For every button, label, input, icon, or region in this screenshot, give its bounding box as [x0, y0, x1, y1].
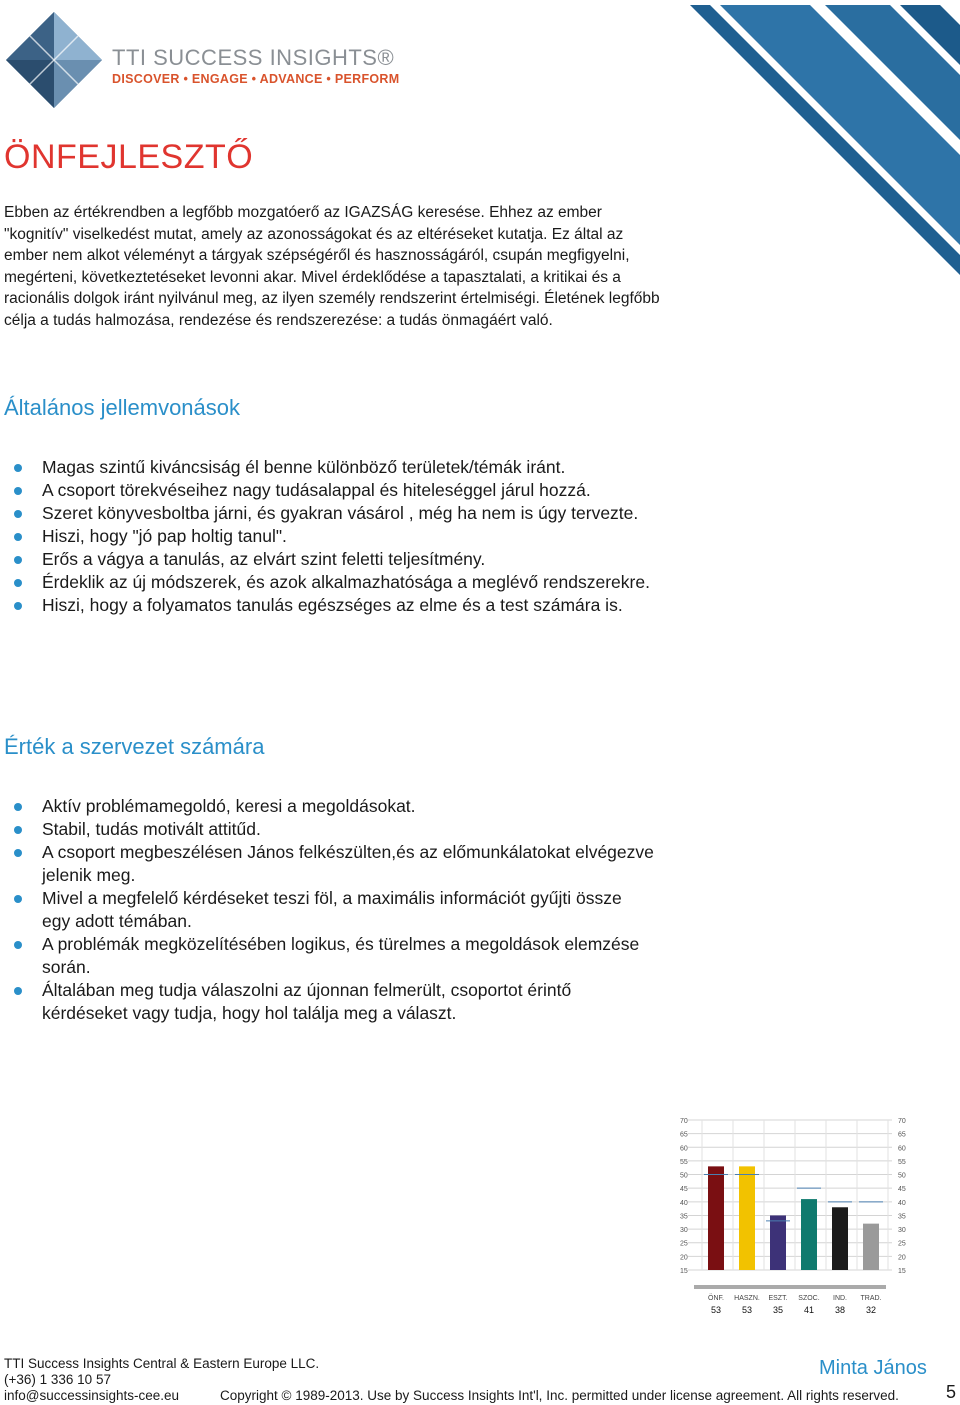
y-tick-label-right: 55 — [898, 1158, 906, 1166]
y-tick-label-left: 55 — [680, 1158, 688, 1166]
copyright-notice: Copyright © 1989-2013. Use by Success Insights Int'l, Inc. permitted under license agreement. All rights reserved. — [220, 1388, 899, 1403]
list-item-text: A problémák megközelítésében logikus, és türelmes a megoldások elemzése során. — [42, 934, 640, 977]
category-label: SZOC. — [798, 1295, 820, 1302]
footer-email: info@successinsights-cee.eu — [4, 1388, 180, 1403]
bullet-icon — [14, 464, 22, 472]
y-tick-label-left: 35 — [680, 1213, 688, 1221]
section-heading-organization-value: Érték a szervezet számára — [4, 734, 265, 759]
category-label: HASZN. — [734, 1295, 760, 1302]
company-logo — [4, 10, 400, 110]
value-label: 53 — [710, 1305, 722, 1315]
bullet-icon — [14, 579, 22, 587]
category-label: ÖNF. — [708, 1295, 724, 1302]
bar — [863, 1224, 879, 1270]
bar — [801, 1199, 817, 1270]
bullet-icon — [14, 533, 22, 541]
y-tick-label-left: 65 — [680, 1131, 688, 1139]
bullet-icon — [14, 895, 22, 903]
organization-value-list — [14, 795, 654, 1025]
list-item-text: Mivel a megfelelő kérdéseket teszi föl, a maximális információt gyűjti össze egy adott témában. — [42, 888, 622, 931]
y-tick-label-left: 70 — [680, 1118, 688, 1125]
list-item-text: A csoport megbeszélésen János felkészülten,és az előmunkálatokat elvégezve jelenik meg. — [42, 842, 654, 885]
y-tick-label-right: 25 — [898, 1240, 906, 1248]
category-label: TRAD. — [860, 1295, 882, 1302]
y-tick-label-left: 25 — [680, 1240, 688, 1248]
y-tick-label-left: 15 — [680, 1268, 688, 1275]
chart-base-bar — [694, 1285, 886, 1289]
bullet-icon — [14, 941, 22, 949]
value-label: 53 — [741, 1305, 753, 1315]
y-tick-label-right: 15 — [898, 1268, 906, 1275]
brand-name: TTI SUCCESS INSIGHTS® — [112, 45, 395, 70]
list-item-text: Aktív problémamegoldó, keresi a megoldásokat. — [42, 796, 416, 816]
list-item — [14, 594, 654, 617]
y-tick-label-left: 20 — [680, 1254, 688, 1262]
value-label: 32 — [865, 1305, 877, 1315]
value-label: 41 — [803, 1305, 815, 1315]
bar — [832, 1207, 848, 1270]
list-item — [14, 841, 654, 887]
brand-tagline: DISCOVER • ENGAGE • ADVANCE • PERFORM — [112, 72, 400, 86]
list-item-text: Hiszi, hogy "jó pap holtig tanul". — [42, 526, 287, 546]
bullet-icon — [14, 803, 22, 811]
intro-paragraph: Ebben az értékrendben a legfőbb mozgatóerő az IGAZSÁG keresése. Ehhez az ember "kognitív" viselkedést mutat, amely az azonosságokat és az eltéréseket kutatja. Ez által az ember nem alkot véleményt a tárgyak szépségéről és hasznosságáról, csupán megfigyelni, megérteni, következtetéseket levonni akar. Mivel érdeklődése a tapasztalati, a kritikai és a racionális dolgok iránt nyilvánul meg, az ilyen személy rendszerint értelmiségi. Életének legfőbb célja a tudás halmozása, rendezése és rendszerezése: a tudás önmagáért való. — [4, 204, 660, 329]
list-item-text: Szeret könyvesboltba járni, és gyakran vásárol , még ha nem is úgy tervezte. — [42, 503, 639, 523]
list-item — [14, 502, 654, 525]
bullet-icon — [14, 510, 22, 518]
footer-company: TTI Success Insights Central & Eastern Europe LLC. — [4, 1356, 320, 1371]
decorative-stripes — [690, 0, 960, 275]
bullet-icon — [14, 602, 22, 610]
y-tick-label-right: 65 — [898, 1131, 906, 1139]
list-item — [14, 979, 654, 1025]
y-tick-label-right: 35 — [898, 1213, 906, 1221]
bullet-icon — [14, 826, 22, 834]
y-tick-label-right: 70 — [898, 1118, 906, 1125]
y-tick-label-right: 45 — [898, 1186, 906, 1194]
list-item — [14, 795, 654, 818]
category-label: ESZT. — [768, 1295, 788, 1302]
list-item-text: A csoport törekvéseihez nagy tudásalappal és hiteleséggel járul hozzá. — [42, 480, 591, 500]
list-item — [14, 887, 654, 933]
general-traits-list — [14, 456, 654, 617]
list-item — [14, 456, 654, 479]
bar — [739, 1166, 755, 1270]
list-item-text: Erős a vágya a tanulás, az elvárt szint feletti teljesítmény. — [42, 549, 486, 569]
y-tick-label-left: 40 — [680, 1199, 688, 1207]
list-item — [14, 548, 654, 571]
bar — [770, 1215, 786, 1270]
bullet-icon — [14, 487, 22, 495]
y-tick-label-right: 60 — [898, 1145, 906, 1153]
value-label: 35 — [772, 1305, 784, 1315]
list-item — [14, 525, 654, 548]
list-item-text: Általában meg tudja válaszolni az újonnan felmerült, csoportot érintő kérdéseket vagy tudja, hogy hol találja meg a választ. — [42, 980, 572, 1023]
y-tick-label-right: 30 — [898, 1227, 906, 1235]
page-title: ÖNFEJLESZTŐ — [4, 138, 254, 176]
list-item-text: Hiszi, hogy a folyamatos tanulás egészséges az elme és a test számára is. — [42, 595, 623, 615]
list-item-text: Érdeklik az új módszerek, és azok alkalmazhatósága a meglévő rendszerekre. — [42, 572, 650, 592]
page-number: 5 — [946, 1382, 957, 1402]
list-item — [14, 479, 654, 502]
y-tick-label-left: 30 — [680, 1227, 688, 1235]
list-item — [14, 933, 654, 979]
list-item-text: Stabil, tudás motivált attitűd. — [42, 819, 261, 839]
person-name: Minta János — [819, 1357, 927, 1379]
section-heading-general-traits: Általános jellemvonások — [4, 395, 241, 420]
list-item — [14, 571, 654, 594]
bullet-icon — [14, 849, 22, 857]
list-item — [14, 818, 654, 841]
value-label: 38 — [834, 1305, 846, 1315]
y-tick-label-left: 50 — [680, 1172, 688, 1180]
diamond-logo-icon — [4, 10, 104, 110]
y-tick-label-right: 50 — [898, 1172, 906, 1180]
values-bar-chart — [672, 1108, 917, 1320]
bar — [708, 1166, 724, 1270]
bullet-icon — [14, 556, 22, 564]
y-tick-label-left: 60 — [680, 1145, 688, 1153]
bullet-icon — [14, 987, 22, 995]
category-label: IND. — [833, 1295, 847, 1302]
y-tick-label-right: 40 — [898, 1199, 906, 1207]
y-tick-label-right: 20 — [898, 1254, 906, 1262]
y-tick-label-left: 45 — [680, 1186, 688, 1194]
footer-phone: (+36) 1 336 10 57 — [4, 1372, 111, 1387]
list-item-text: Magas szintű kiváncsiság él benne különböző területek/témák iránt. — [42, 457, 566, 477]
